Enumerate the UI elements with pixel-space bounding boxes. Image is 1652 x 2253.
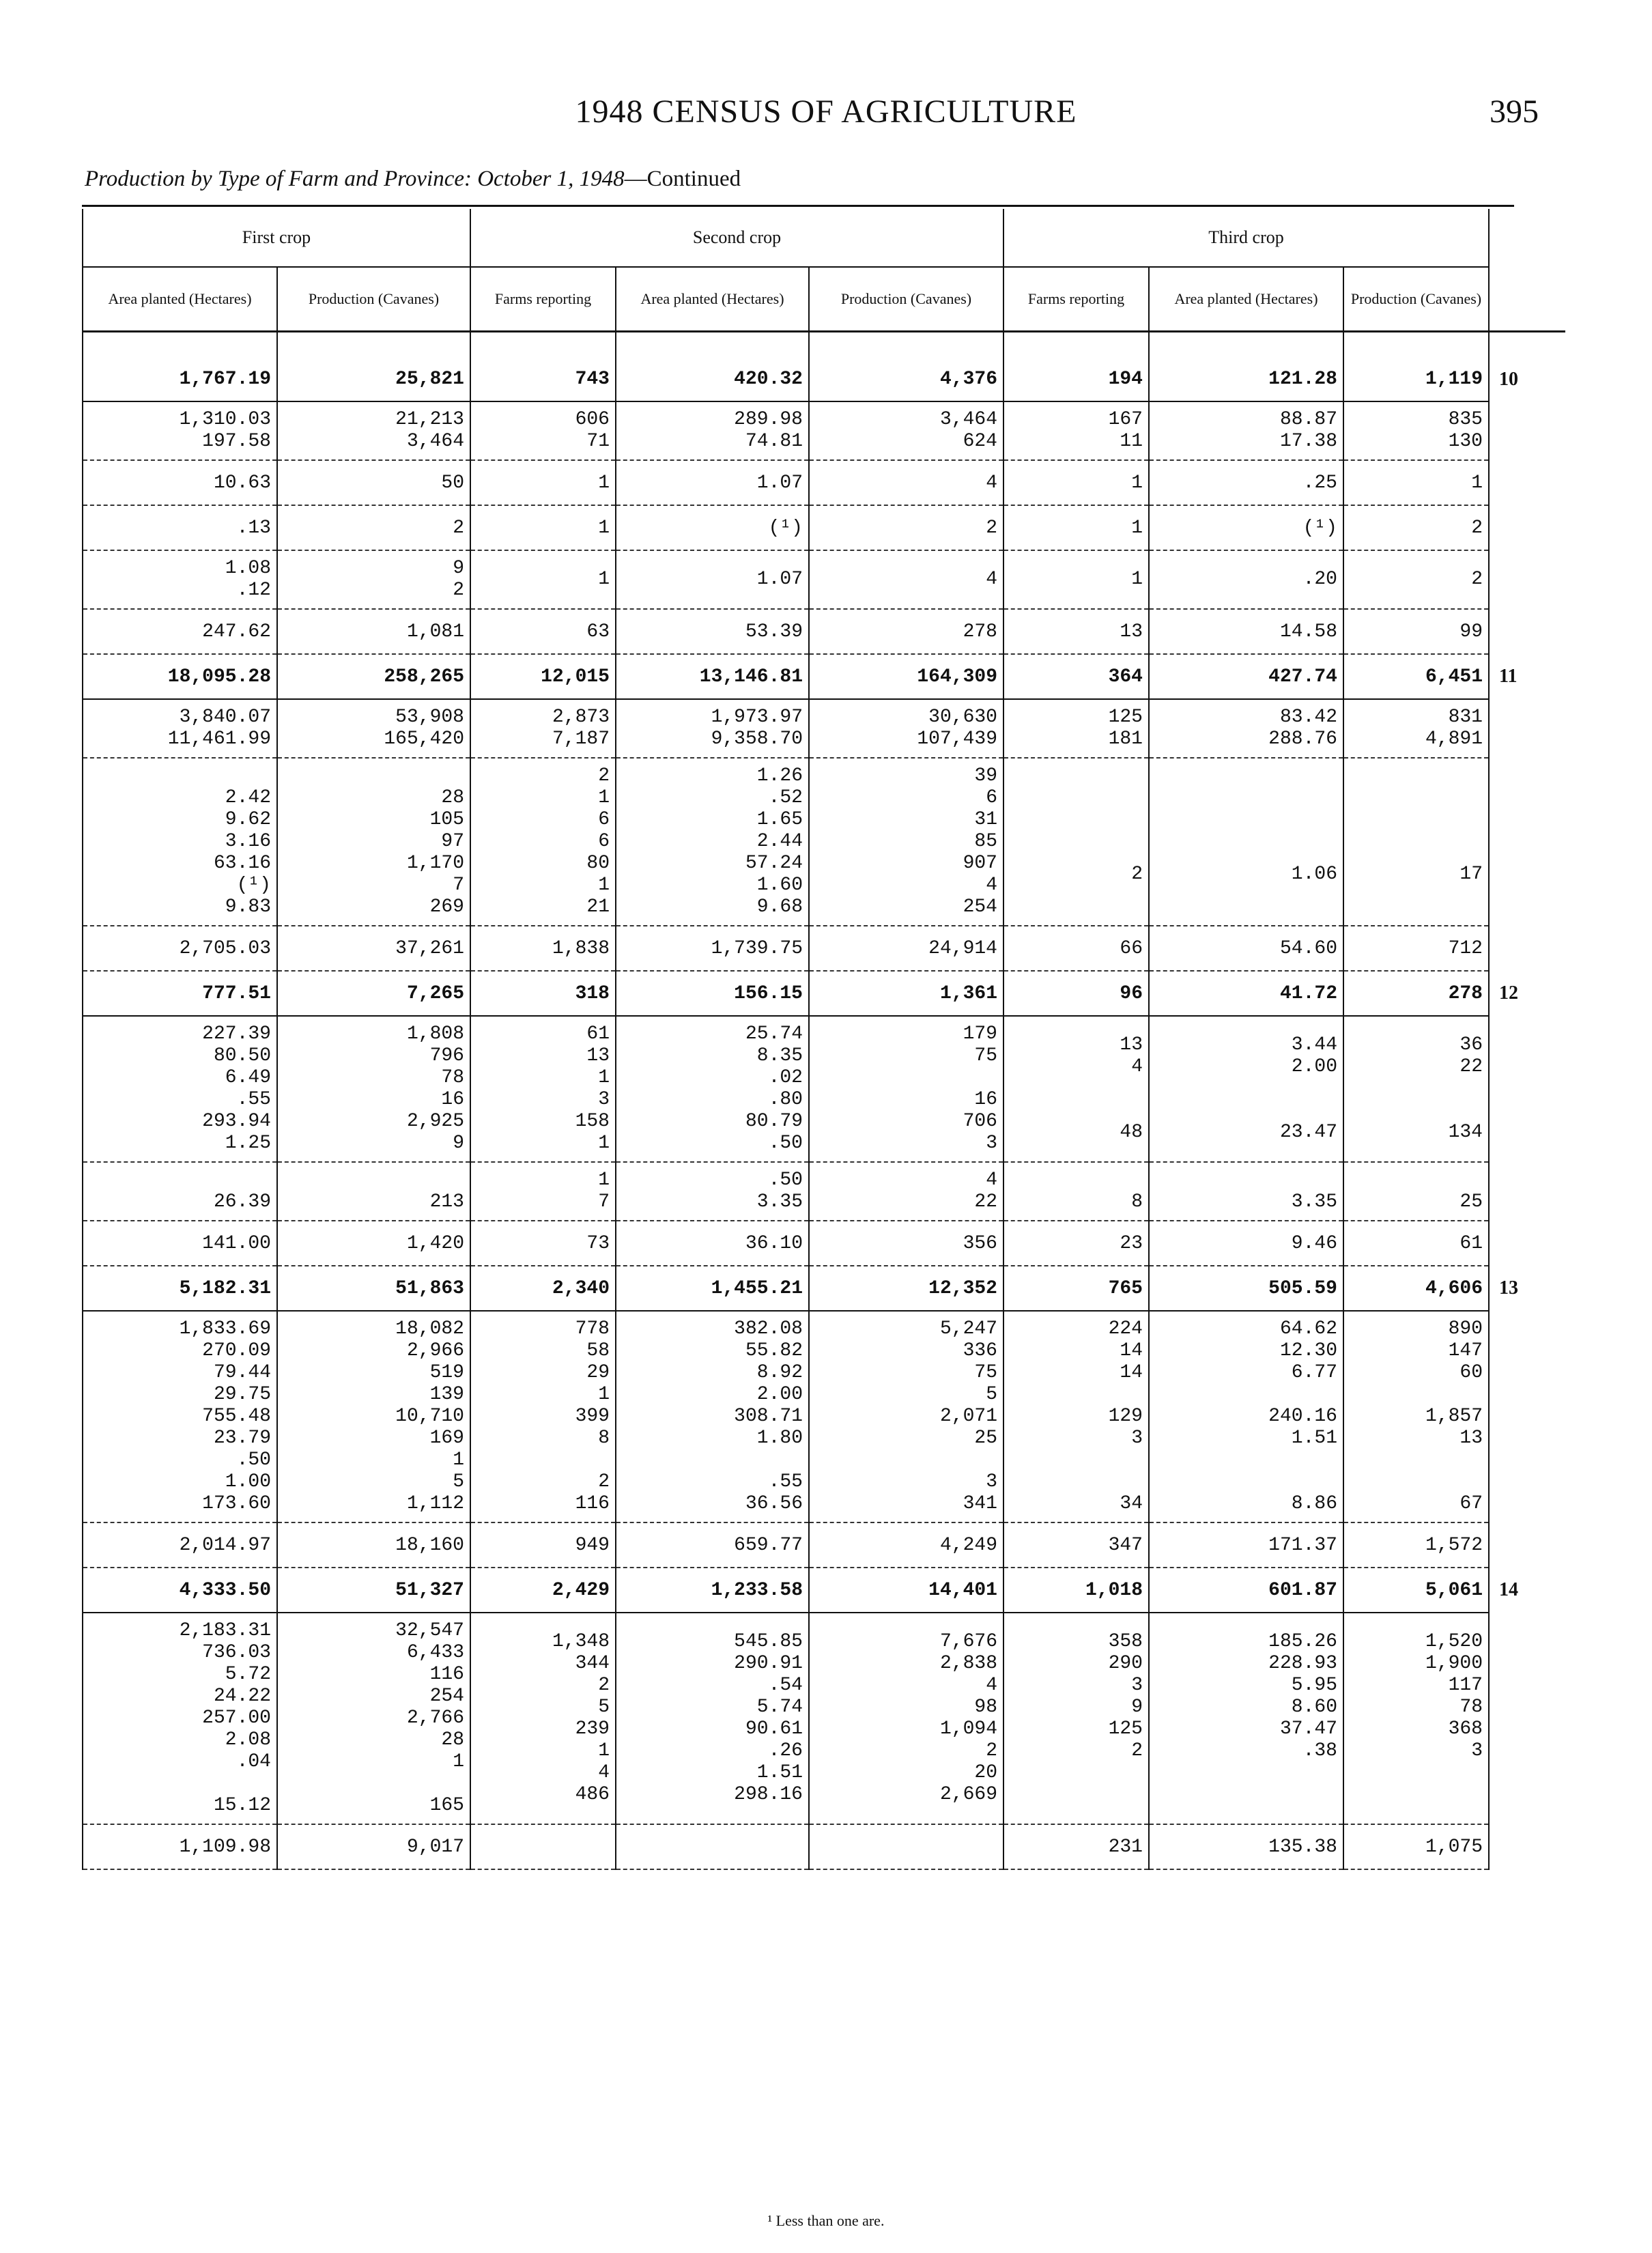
- table-cell: 164,309: [809, 654, 1003, 699]
- table-cell: 185.26 228.93 5.95 8.60 37.47 .38: [1149, 1613, 1343, 1824]
- table-cell: 1,233.58: [616, 1568, 809, 1613]
- table-cell: 1.07: [616, 460, 809, 505]
- table-cell: 2,705.03: [83, 926, 277, 971]
- table-cell: 167 11: [1003, 401, 1149, 460]
- province-number: [1489, 460, 1565, 505]
- province-number: [1489, 926, 1565, 971]
- province-number: [1489, 699, 1565, 758]
- table-cell: 1: [1003, 550, 1149, 609]
- table-cell: .50 3.35: [616, 1162, 809, 1221]
- table-cell: 18,160: [277, 1522, 470, 1568]
- footnote: ¹ Less than one are.: [767, 2212, 885, 2229]
- table-cell: 382.08 55.82 8.92 2.00 308.71 1.80 .55 36.56: [616, 1311, 809, 1522]
- table-cell: 53,908 165,420: [277, 699, 470, 758]
- table-cell: 13 4 48: [1003, 1016, 1149, 1162]
- table-cell: 1,420: [277, 1221, 470, 1266]
- col-header: Production (Cavanes): [809, 267, 1003, 332]
- table-cell: 318: [470, 971, 616, 1016]
- table-cell: (¹): [616, 505, 809, 550]
- table-cell: 1,833.69 270.09 79.44 29.75 755.48 23.79 .50 1.00 173.60: [83, 1311, 277, 1522]
- table-cell: 21,213 3,464: [277, 401, 470, 460]
- table-cell: 7,265: [277, 971, 470, 1016]
- table-cell: 179 75 16 706 3: [809, 1016, 1003, 1162]
- table-cell: 64.62 12.30 6.77 240.16 1.51 8.86: [1149, 1311, 1343, 1522]
- table-row: [83, 1221, 1565, 1266]
- table-row: [83, 1613, 1565, 1824]
- table-cell: 25: [1343, 1162, 1489, 1221]
- table-cell: 765: [1003, 1266, 1149, 1311]
- table-row: [83, 401, 1565, 460]
- province-number: [1489, 1016, 1565, 1162]
- col-header: Farms reporting: [470, 267, 616, 332]
- header-spacer: [83, 332, 1565, 358]
- table-cell: 17: [1343, 758, 1489, 926]
- table-cell: 18,095.28: [83, 654, 277, 699]
- table-cell: 358 290 3 9 125 2: [1003, 1613, 1149, 1824]
- table-cell: 14,401: [809, 1568, 1003, 1613]
- table-cell: 1,081: [277, 609, 470, 654]
- table-body: [83, 357, 1565, 1869]
- table-cell: 66: [1003, 926, 1149, 971]
- production-table: [82, 209, 1565, 1870]
- province-number: [1489, 550, 1565, 609]
- table-cell: 2: [1343, 505, 1489, 550]
- province-number: [1489, 401, 1565, 460]
- table-row: [83, 460, 1565, 505]
- table-cell: 2: [277, 505, 470, 550]
- table-cell: 141.00: [83, 1221, 277, 1266]
- table-cell: 1,520 1,900 117 78 368 3: [1343, 1613, 1489, 1824]
- table-cell: 10.63: [83, 460, 277, 505]
- table-row: [83, 926, 1565, 971]
- table-cell: 2,873 7,187: [470, 699, 616, 758]
- province-number: [1489, 1522, 1565, 1568]
- table-cell: 61 13 1 3 158 1: [470, 1016, 616, 1162]
- table-cell: 1,075: [1343, 1824, 1489, 1869]
- table-cell: 2.42 9.62 3.16 63.16 (¹) 9.83: [83, 758, 277, 926]
- table-cell: 18,082 2,966 519 139 10,710 169 1 5 1,112: [277, 1311, 470, 1522]
- table-cell: 420.32: [616, 357, 809, 401]
- table-cell: 2,340: [470, 1266, 616, 1311]
- table-cell: [470, 1824, 616, 1869]
- col-header: Production (Cavanes): [1343, 267, 1489, 332]
- table-cell: 2,183.31 736.03 5.72 24.22 257.00 2.08 .04 15.12: [83, 1613, 277, 1824]
- table-cell: 3,840.07 11,461.99: [83, 699, 277, 758]
- table-cell: [616, 1824, 809, 1869]
- table-cell: 3,464 624: [809, 401, 1003, 460]
- table-cell: 1: [1343, 460, 1489, 505]
- table-cell: 4: [809, 460, 1003, 505]
- subtitle-text: Production by Type of Farm and Province: October 1, 1948: [85, 167, 625, 191]
- table-cell: 25,821: [277, 357, 470, 401]
- label-column-spacer: [1489, 209, 1565, 267]
- table-cell: 171.37: [1149, 1522, 1343, 1568]
- group-header-second-crop: Second crop: [470, 209, 1003, 267]
- table-cell: 505.59: [1149, 1266, 1343, 1311]
- table-cell: 2,014.97: [83, 1522, 277, 1568]
- table-cell: 7,676 2,838 4 98 1,094 2 20 2,669: [809, 1613, 1003, 1824]
- table-cell: 1: [1003, 460, 1149, 505]
- label-column-header: [1489, 267, 1565, 332]
- table-cell: 1,572: [1343, 1522, 1489, 1568]
- table-cell: [809, 1824, 1003, 1869]
- table-cell: 1: [470, 505, 616, 550]
- table-cell: 51,327: [277, 1568, 470, 1613]
- province-number: [1489, 1221, 1565, 1266]
- table-row: [83, 550, 1565, 609]
- table-subtitle: [85, 167, 741, 192]
- table-cell: 2,429: [470, 1568, 616, 1613]
- table-cell: 135.38: [1149, 1824, 1343, 1869]
- province-number: [1489, 1162, 1565, 1221]
- table-cell: 4: [809, 550, 1003, 609]
- table-row-total: [83, 357, 1565, 401]
- table-cell: 1,838: [470, 926, 616, 971]
- col-header: Production (Cavanes): [277, 267, 470, 332]
- table-cell: 12,015: [470, 654, 616, 699]
- table-cell: 427.74: [1149, 654, 1343, 699]
- province-number: [1489, 758, 1565, 926]
- table-cell: 1,018: [1003, 1568, 1149, 1613]
- province-number: [1489, 505, 1565, 550]
- table-row: [83, 609, 1565, 654]
- table-cell: 778 58 29 1 399 8 2 116: [470, 1311, 616, 1522]
- province-number: 13: [1499, 1277, 1518, 1299]
- table-cell: 26.39: [83, 1162, 277, 1221]
- table-cell: 1.07: [616, 550, 809, 609]
- table-cell: 1: [1003, 505, 1149, 550]
- table-cell: 2: [1003, 758, 1149, 926]
- table-cell: 36.10: [616, 1221, 809, 1266]
- table-cell: 61: [1343, 1221, 1489, 1266]
- table-cell: 1.06: [1149, 758, 1343, 926]
- page-title: 1948 CENSUS OF AGRICULTURE: [575, 94, 1077, 130]
- table-cell: 28 105 97 1,170 7 269: [277, 758, 470, 926]
- table-cell: (¹): [1149, 505, 1343, 550]
- table-cell: 1,109.98: [83, 1824, 277, 1869]
- table-cell: 1.26 .52 1.65 2.44 57.24 1.60 9.68: [616, 758, 809, 926]
- table-cell: 194: [1003, 357, 1149, 401]
- table-cell: 54.60: [1149, 926, 1343, 971]
- table-cell: 1,455.21: [616, 1266, 809, 1311]
- table-cell: 213: [277, 1162, 470, 1221]
- table-cell: 777.51: [83, 971, 277, 1016]
- table-cell: 83.42 288.76: [1149, 699, 1343, 758]
- table-cell: 9.46: [1149, 1221, 1343, 1266]
- table-row-total: [83, 654, 1565, 699]
- table-cell: 278: [809, 609, 1003, 654]
- table-cell: 347: [1003, 1522, 1149, 1568]
- table-row: [83, 1522, 1565, 1568]
- table-cell: .25: [1149, 460, 1343, 505]
- table-cell: 23: [1003, 1221, 1149, 1266]
- table-cell: 121.28: [1149, 357, 1343, 401]
- table-cell: 8: [1003, 1162, 1149, 1221]
- table-row: [83, 1016, 1565, 1162]
- table-cell: 278: [1343, 971, 1489, 1016]
- group-header-third-crop: Third crop: [1003, 209, 1489, 267]
- province-number: [1489, 1311, 1565, 1522]
- table-cell: 5,247 336 75 5 2,071 25 3 341: [809, 1311, 1003, 1522]
- table-cell: 835 130: [1343, 401, 1489, 460]
- table-cell: 545.85 290.91 .54 5.74 90.61 .26 1.51 298.16: [616, 1613, 809, 1824]
- table-cell: 24,914: [809, 926, 1003, 971]
- table-cell: 4 22: [809, 1162, 1003, 1221]
- table-cell: 231: [1003, 1824, 1149, 1869]
- group-header-first-crop: First crop: [83, 209, 470, 267]
- table-cell: 743: [470, 357, 616, 401]
- table-cell: 601.87: [1149, 1568, 1343, 1613]
- table-cell: 1.08 .12: [83, 550, 277, 609]
- table-cell: 36 22 134: [1343, 1016, 1489, 1162]
- table-cell: 63: [470, 609, 616, 654]
- table-cell: 890 147 60 1,857 13 67: [1343, 1311, 1489, 1522]
- table-cell: 14.58: [1149, 609, 1343, 654]
- table-cell: 227.39 80.50 6.49 .55 293.94 1.25: [83, 1016, 277, 1162]
- province-number: [1489, 1613, 1565, 1824]
- table-cell: 2 1 6 6 80 1 21: [470, 758, 616, 926]
- table-row: [83, 1162, 1565, 1221]
- table-cell: 4,249: [809, 1522, 1003, 1568]
- table-cell: 156.15: [616, 971, 809, 1016]
- table-cell: 949: [470, 1522, 616, 1568]
- col-header: Farms reporting: [1003, 267, 1149, 332]
- table-cell: 356: [809, 1221, 1003, 1266]
- table-cell: 1 7: [470, 1162, 616, 1221]
- col-header: Area planted (Hectares): [616, 267, 809, 332]
- table-cell: 1,739.75: [616, 926, 809, 971]
- page-number: 395: [1490, 94, 1539, 130]
- table-cell: 53.39: [616, 609, 809, 654]
- table-cell: 50: [277, 460, 470, 505]
- table-cell: 25.74 8.35 .02 .80 80.79 .50: [616, 1016, 809, 1162]
- table-cell: 1,119: [1343, 357, 1489, 401]
- table-cell: 73: [470, 1221, 616, 1266]
- table-cell: 831 4,891: [1343, 699, 1489, 758]
- table-cell: 5,061: [1343, 1568, 1489, 1613]
- top-rule: [82, 205, 1514, 207]
- table-row-total: [83, 1266, 1565, 1311]
- table-cell: 3.35: [1149, 1162, 1343, 1221]
- table-cell: 1,310.03 197.58: [83, 401, 277, 460]
- table-row: [83, 1824, 1565, 1869]
- table-cell: 364: [1003, 654, 1149, 699]
- table-cell: 13,146.81: [616, 654, 809, 699]
- table-cell: 606 71: [470, 401, 616, 460]
- table-cell: 4,606: [1343, 1266, 1489, 1311]
- province-number: 10: [1499, 368, 1518, 390]
- table-row-total: [83, 971, 1565, 1016]
- col-header: Area planted (Hectares): [1149, 267, 1343, 332]
- table-cell: 39 6 31 85 907 4 254: [809, 758, 1003, 926]
- table-row-total: [83, 1568, 1565, 1613]
- table-cell: 12,352: [809, 1266, 1003, 1311]
- table-cell: 99: [1343, 609, 1489, 654]
- table-row: [83, 1311, 1565, 1522]
- table-cell: 30,630 107,439: [809, 699, 1003, 758]
- table-cell: 41.72: [1149, 971, 1343, 1016]
- table-cell: 37,261: [277, 926, 470, 971]
- table-cell: 1,767.19: [83, 357, 277, 401]
- table-row: [83, 758, 1565, 926]
- table-cell: 1,808 796 78 16 2,925 9: [277, 1016, 470, 1162]
- table-cell: 1,348 344 2 5 239 1 4 486: [470, 1613, 616, 1824]
- table-cell: 1,361: [809, 971, 1003, 1016]
- table-cell: 712: [1343, 926, 1489, 971]
- province-number: 14: [1499, 1579, 1518, 1600]
- table-cell: 96: [1003, 971, 1149, 1016]
- table-row: [83, 505, 1565, 550]
- table-cell: 125 181: [1003, 699, 1149, 758]
- table-cell: 88.87 17.38: [1149, 401, 1343, 460]
- province-number: 11: [1499, 666, 1518, 687]
- table-cell: 51,863: [277, 1266, 470, 1311]
- table-cell: 13: [1003, 609, 1149, 654]
- table-cell: 4,376: [809, 357, 1003, 401]
- table-cell: .20: [1149, 550, 1343, 609]
- table-cell: 1: [470, 460, 616, 505]
- col-header: Area planted (Hectares): [83, 267, 277, 332]
- table-cell: 224 14 14 129 3 34: [1003, 1311, 1149, 1522]
- table-cell: 258,265: [277, 654, 470, 699]
- table-row: [83, 699, 1565, 758]
- table-cell: 659.77: [616, 1522, 809, 1568]
- table-cell: 5,182.31: [83, 1266, 277, 1311]
- subtitle-suffix: —Continued: [624, 167, 741, 191]
- table-cell: 6,451: [1343, 654, 1489, 699]
- province-number: [1489, 609, 1565, 654]
- table-cell: 9 2: [277, 550, 470, 609]
- table-cell: 4,333.50: [83, 1568, 277, 1613]
- table-cell: 247.62: [83, 609, 277, 654]
- table-cell: 9,017: [277, 1824, 470, 1869]
- province-number: [1489, 1824, 1565, 1869]
- province-number: 12: [1499, 982, 1518, 1004]
- table-cell: 1: [470, 550, 616, 609]
- table-cell: .13: [83, 505, 277, 550]
- table-cell: 3.44 2.00 23.47: [1149, 1016, 1343, 1162]
- table-cell: 1,973.97 9,358.70: [616, 699, 809, 758]
- table-cell: 2: [1343, 550, 1489, 609]
- table-cell: 289.98 74.81: [616, 401, 809, 460]
- table-cell: 32,547 6,433 116 254 2,766 28 1 165: [277, 1613, 470, 1824]
- table-cell: 2: [809, 505, 1003, 550]
